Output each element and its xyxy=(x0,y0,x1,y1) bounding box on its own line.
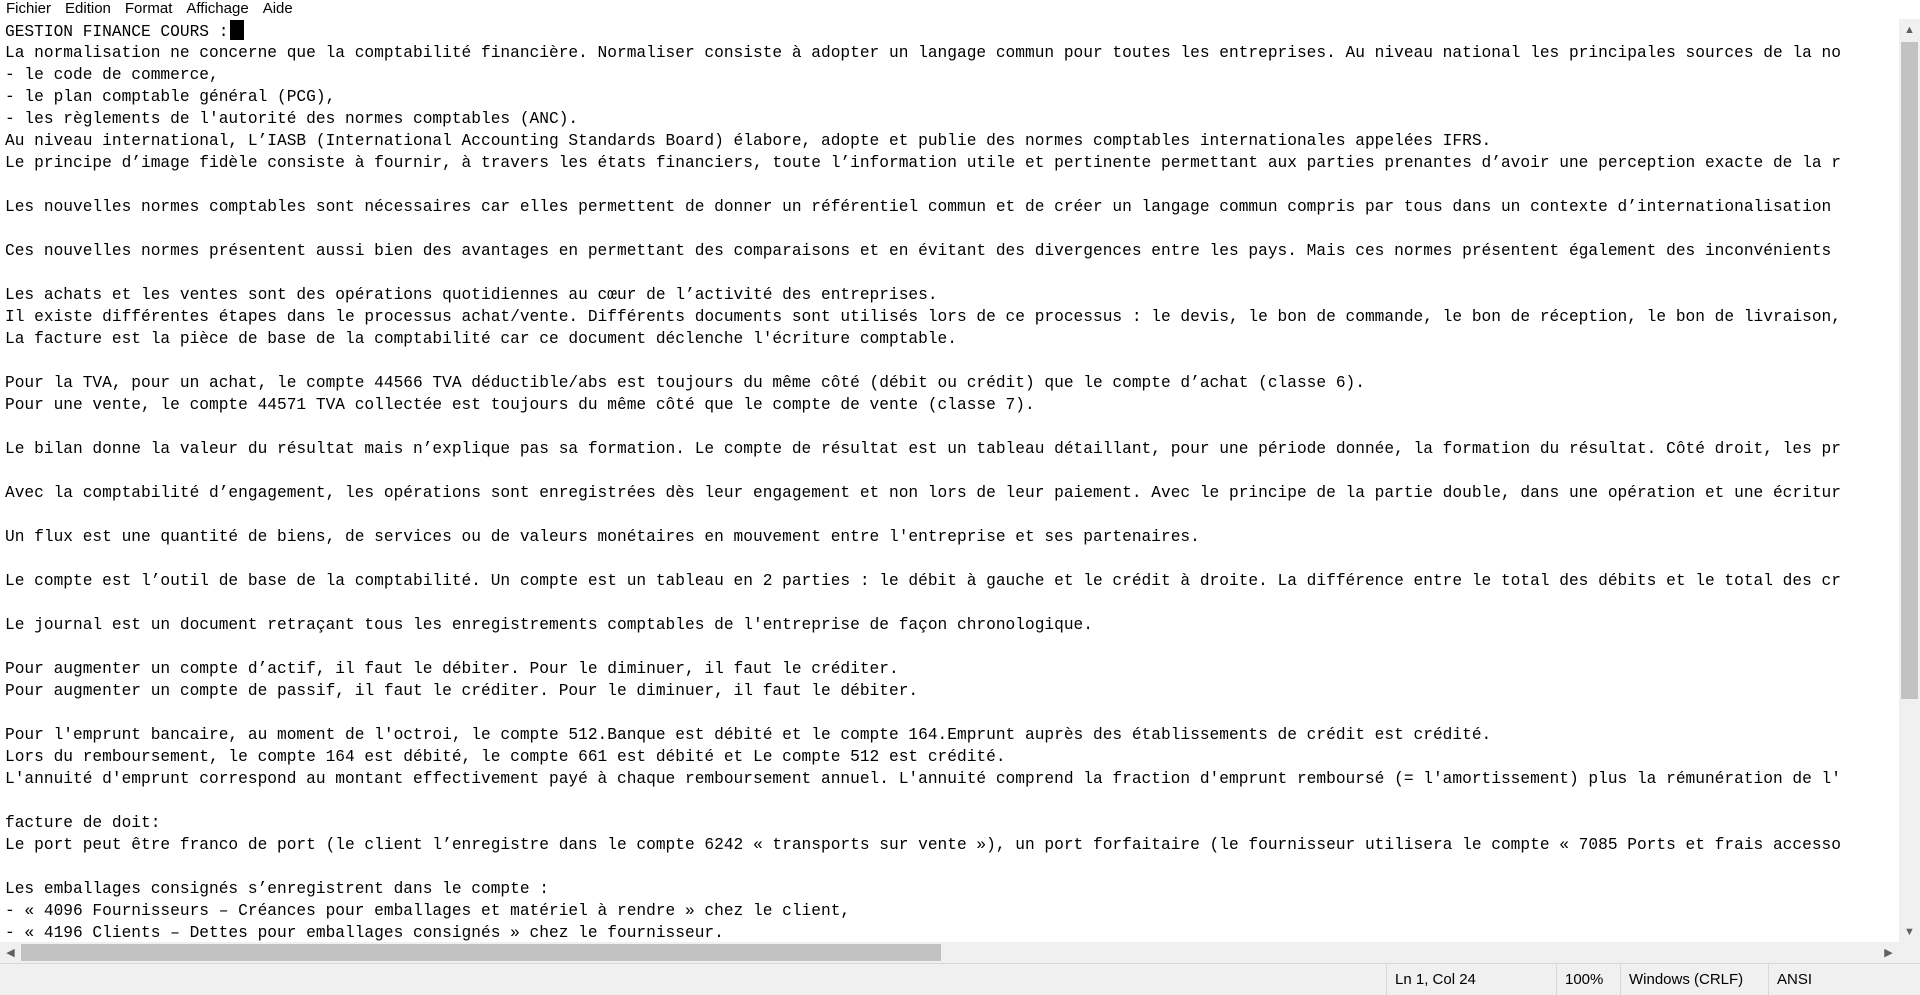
menu-aide[interactable]: Aide xyxy=(262,0,293,17)
menu-affichage[interactable]: Affichage xyxy=(186,0,249,17)
text-line[interactable] xyxy=(5,218,1841,240)
scroll-corner xyxy=(1899,942,1920,963)
menu-bar xyxy=(0,0,1920,19)
horizontal-scroll-thumb[interactable] xyxy=(21,944,941,961)
text-line[interactable]: Pour la TVA, pour un achat, le compte 44566 TVA déductible/abs est toujours du même côté (débit ou crédit) que le compte d’achat (classe 6). xyxy=(5,374,1365,392)
text-line[interactable]: Pour augmenter un compte d’actif, il faut le débiter. Pour le diminuer, il faut le créditer. xyxy=(5,660,899,678)
scroll-left-icon[interactable]: ◀ xyxy=(6,947,15,959)
text-line[interactable]: Les achats et les ventes sont des opérations quotidiennes au cœur de l’activité des entreprises. xyxy=(5,286,938,304)
text-line[interactable]: Les emballages consignés s’enregistrent dans le compte : xyxy=(5,880,549,898)
text-line[interactable]: GESTION FINANCE COURS : xyxy=(5,20,1841,42)
text-line[interactable]: Ces nouvelles normes présentent aussi bien des avantages en permettant des comparaisons et en évitant des divergences entre les pays. Mais ces normes présentent également des inconvénients xyxy=(5,242,1832,260)
text-editor[interactable] xyxy=(0,19,1899,942)
text-line[interactable]: Pour augmenter un compte de passif, il faut le créditer. Pour le diminuer, il faut le débiter. xyxy=(5,682,919,700)
text-line[interactable]: Avec la comptabilité d’engagement, les opérations sont enregistrées dès leur engagement et non lors de leur paiement. Avec le principe de la partie double, dans une opération et une écritur xyxy=(5,484,1841,502)
text-line[interactable] xyxy=(5,504,1841,526)
text-line[interactable] xyxy=(5,636,1841,658)
text-line[interactable]: - les règlements de l'autorité des normes comptables (ANC). xyxy=(5,110,579,128)
menu-format[interactable]: Format xyxy=(124,0,173,17)
scroll-right-icon[interactable]: ▶ xyxy=(1884,947,1893,959)
cursor-position: Ln 1, Col 24 xyxy=(1386,964,1556,995)
text-line[interactable]: Le journal est un document retraçant tous les enregistrements comptables de l'entreprise de façon chronologique. xyxy=(5,616,1093,634)
text-line[interactable]: La normalisation ne concerne que la comptabilité financière. Normaliser consiste à adopter un langage commun pour toutes les entreprises. Au niveau national les principales sources de la no xyxy=(5,44,1841,62)
text-line[interactable]: Un flux est une quantité de biens, de services ou de valeurs monétaires en mouvement entre l'entreprise et ses partenaires. xyxy=(5,528,1200,546)
text-line[interactable]: - « 4196 Clients – Dettes pour emballages consignés » chez le fournisseur. xyxy=(5,924,724,942)
text-line[interactable] xyxy=(5,262,1841,284)
text-line[interactable]: Le principe d’image fidèle consiste à fournir, à travers les états financiers, toute l’information utile et pertinente permettant aux parties prenantes d’avoir une perception exacte de la r xyxy=(5,154,1841,172)
text-line[interactable] xyxy=(5,416,1841,438)
text-content[interactable] xyxy=(5,20,1841,942)
text-line[interactable] xyxy=(5,350,1841,372)
text-line[interactable]: facture de doit: xyxy=(5,814,161,832)
text-line[interactable] xyxy=(5,460,1841,482)
menu-edition[interactable]: Edition xyxy=(65,0,111,17)
horizontal-scrollbar[interactable] xyxy=(0,942,1899,963)
text-line[interactable]: Le bilan donne la valeur du résultat mais n’explique pas sa formation. Le compte de résultat est un tableau détaillant, pour une période donnée, la formation du résultat. Côté droit, les pr xyxy=(5,440,1841,458)
status-bar xyxy=(0,963,1920,995)
zoom-level: 100% xyxy=(1556,964,1626,995)
text-line[interactable] xyxy=(5,790,1841,812)
text-line[interactable] xyxy=(5,548,1841,570)
scroll-up-icon[interactable]: ▲ xyxy=(1904,23,1915,36)
text-line[interactable] xyxy=(5,174,1841,196)
menu-fichier[interactable]: Fichier xyxy=(6,0,52,17)
text-line[interactable]: Il existe différentes étapes dans le processus achat/vente. Différents documents sont utilisés lors de ce processus : le devis, le bon de commande, le bon de réception, le bon de livraison, xyxy=(5,308,1841,326)
text-line[interactable] xyxy=(5,592,1841,614)
text-line[interactable]: L'annuité d'emprunt correspond au montant effectivement payé à chaque remboursement annuel. L'annuité comprend la fraction d'emprunt remboursé (= l'amortissement) plus la rémunération de l' xyxy=(5,770,1841,788)
text-line[interactable]: Les nouvelles normes comptables sont nécessaires car elles permettent de donner un référentiel commun et de créer un langage commun compris par tous dans un contexte d’internationalisation xyxy=(5,198,1832,216)
text-line[interactable] xyxy=(5,856,1841,878)
text-line[interactable]: La facture est la pièce de base de la comptabilité car ce document déclenche l'écriture comptable. xyxy=(5,330,957,348)
text-line[interactable]: Le port peut être franco de port (le client l’enregistre dans le compte 6242 « transports sur vente »), un port forfaitaire (le fournisseur utilisera le compte « 7085 Ports et frais accesso xyxy=(5,836,1841,854)
scroll-down-icon[interactable]: ▼ xyxy=(1904,925,1915,938)
text-line[interactable]: Au niveau international, L’IASB (International Accounting Standards Board) élabore, adopte et publie des normes comptables internationales appelées IFRS. xyxy=(5,132,1492,150)
text-line[interactable]: - « 4096 Fournisseurs – Créances pour emballages et matériel à rendre » chez le client, xyxy=(5,902,851,920)
text-line[interactable]: Pour une vente, le compte 44571 TVA collectée est toujours du même côté que le compte de vente (classe 7). xyxy=(5,396,1035,414)
text-line[interactable]: - le plan comptable général (PCG), xyxy=(5,88,336,106)
text-line[interactable]: - le code de commerce, xyxy=(5,66,219,84)
text-caret xyxy=(230,20,244,40)
encoding: ANSI xyxy=(1768,964,1920,995)
line-ending: Windows (CRLF) xyxy=(1620,964,1774,995)
text-line[interactable]: Lors du remboursement, le compte 164 est débité, le compte 661 est débité et Le compte 512 est crédité. xyxy=(5,748,1006,766)
text-line[interactable]: Le compte est l’outil de base de la comptabilité. Un compte est un tableau en 2 parties : le débit à gauche et le crédit à droite. La différence entre le total des débits et le total des cr xyxy=(5,572,1841,590)
vertical-scrollbar[interactable] xyxy=(1899,19,1920,942)
text-line[interactable] xyxy=(5,702,1841,724)
vertical-scroll-thumb[interactable] xyxy=(1901,42,1918,699)
text-line[interactable]: Pour l'emprunt bancaire, au moment de l'octroi, le compte 512.Banque est débité et le compte 164.Emprunt auprès des établissements de crédit est crédité. xyxy=(5,726,1492,744)
